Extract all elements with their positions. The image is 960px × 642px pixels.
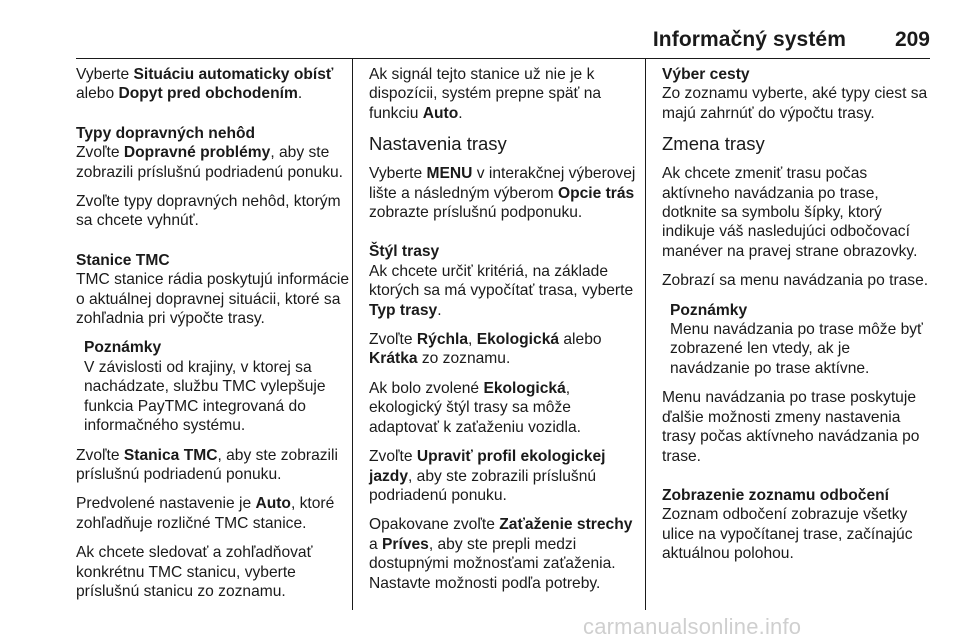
text: , ktoré zohľadňuje rozličné TMC stanice. — [76, 495, 335, 532]
heading-route-settings: Nastavenia trasy — [369, 133, 507, 155]
text: , — [468, 331, 477, 349]
menu-term: Zaťaženie strechy — [499, 516, 633, 534]
text: zobrazte príslušnú podponuku. — [369, 204, 583, 222]
menu-term: Typ trasy — [369, 301, 438, 319]
paragraph-load-options — [369, 515, 643, 593]
text: Predvolené nastavenie je — [76, 495, 256, 513]
text: Ak signál tejto stanice už nie je k dispozícii, systém prepne späť na funkciu — [369, 66, 602, 122]
paragraph-tmc-intro: TMC stanice rádia poskytujú informácie o aktuálnej dopravnej situácii, ktoré sa zohľadnia pri výpočte trasy. — [76, 271, 349, 328]
paragraph-eco-profile — [369, 447, 643, 505]
page-number: 209 — [894, 28, 930, 51]
header-rule — [76, 58, 930, 59]
menu-term: Rýchla — [416, 331, 469, 349]
text: Vyberte — [76, 66, 134, 83]
subheading-turn-list: Zobrazenie zoznamu odbočení — [662, 486, 889, 504]
paragraph-road-types: Zo zoznamu vyberte, aké typy ciest sa majú zahrnúť do výpočtu trasy. — [662, 85, 928, 122]
menu-term: Príves — [382, 535, 429, 553]
note-text: V závislosti od krajiny, v ktorej sa nachádzate, službu TMC vylepšuje funkcia PayTMC integrovaná do informačného systému. — [84, 358, 326, 435]
paragraph-specific-station: Ak chcete sledovať a zohľadňovať konkrétnu TMC stanicu, vyberte príslušnú stanicu zo zoznamu. — [76, 544, 313, 600]
menu-term: Upraviť profil ekologickej jazdy — [369, 448, 606, 485]
text: , ekologický štýl trasy sa môže adaptovať k zaťaženiu vozidla. — [369, 379, 581, 436]
text: Ak bolo zvolené — [369, 379, 484, 397]
paragraph-route-choices — [369, 330, 643, 369]
text: . — [437, 301, 442, 319]
note-label: Poznámky — [84, 339, 162, 357]
text: . — [297, 85, 303, 103]
text: Zvoľte — [76, 446, 124, 464]
paragraph-traffic-problems — [76, 143, 352, 182]
paragraph-select-accident-types: Zvoľte typy dopravných nehôd, ktorým sa chcete vyhnúť. — [76, 193, 341, 230]
text: , aby ste zobrazili príslušnú podriadenú ponuku. — [76, 144, 343, 181]
paragraph-change-route: Ak chcete zmeniť trasu počas aktívneho navádzania po trase, dotknite sa symbolu šípky, ktorý indikuje váš nasledujúci odbočovací manéver na pravej strane obrazovky. — [662, 165, 918, 260]
paragraph-route-type — [369, 262, 643, 320]
note-paytmc — [84, 338, 352, 435]
subheading-tmc-stations: Stanice TMC — [76, 251, 170, 269]
paragraph-guidance-menu: Zobrazí sa menu navádzania po trase. — [662, 272, 929, 290]
text: a — [369, 535, 383, 553]
text: Vyberte — [369, 165, 427, 183]
text: Zvoľte — [76, 144, 124, 162]
text: Zvoľte — [369, 448, 417, 466]
text: Zvoľte — [369, 331, 417, 349]
paragraph-signal-unavailable — [369, 65, 643, 123]
menu-term: Auto — [422, 104, 459, 122]
text: , aby ste prepli medzi dostupnými možnosťami zaťaženia. Nastavte možnosti podľa potreby. — [369, 535, 616, 592]
text: , aby ste zobrazili príslušnú podriadenú ponuku. — [369, 467, 597, 504]
subheading-route-style: Štýl trasy — [369, 243, 440, 261]
text: , aby ste zobrazili príslušnú podriadenú ponuku. — [76, 446, 338, 483]
paragraph-avoid-situation — [76, 65, 352, 104]
menu-term: Stanica TMC — [123, 446, 218, 464]
text: Ak chcete určiť kritériá, na základe ktorých sa má vypočítať trasa, vyberte — [369, 262, 634, 300]
watermark: carmanualsonline.info — [583, 614, 802, 639]
paragraph-turn-list: Zoznam odbočení zobrazuje všetky ulice na vypočítanej trase, začínajúc aktuálnou polohou. — [662, 506, 913, 563]
text: alebo — [76, 85, 119, 103]
note-label: Poznámky — [670, 301, 748, 319]
column-divider-1 — [352, 58, 353, 610]
column-divider-2 — [645, 58, 646, 610]
text: Opakovane zvoľte — [369, 516, 500, 534]
text: . — [458, 104, 463, 122]
menu-term: MENU — [426, 165, 473, 183]
menu-term: Opcie trás — [557, 184, 635, 202]
note-guidance-menu — [670, 301, 930, 379]
menu-term: Situáciu automaticky obísť — [133, 66, 334, 83]
page-header — [650, 28, 930, 54]
paragraph-eco-adapt — [369, 379, 643, 437]
menu-term: Ekologická — [483, 379, 566, 397]
menu-term: Ekologická — [476, 331, 560, 349]
column-1 — [76, 65, 352, 611]
subheading-road-selection: Výber cesty — [662, 66, 750, 83]
column-2 — [369, 65, 643, 603]
menu-term: Dopyt pred obchodením — [118, 85, 298, 103]
paragraph-default-auto — [76, 494, 352, 533]
paragraph-route-options — [369, 164, 643, 222]
subheading-accident-types: Typy dopravných nehôd — [76, 124, 256, 142]
text: alebo — [559, 331, 602, 349]
note-text: Menu navádzania po trase môže byť zobrazené len vtedy, ak je navádzanie po trase aktívne. — [670, 321, 923, 377]
column-3 — [662, 65, 930, 574]
menu-term: Krátka — [369, 350, 418, 368]
heading-route-change: Zmena trasy — [662, 133, 765, 155]
text: zo zoznamu. — [417, 350, 511, 368]
menu-term: Auto — [255, 495, 291, 513]
paragraph-tmc-station — [76, 446, 352, 485]
page-title: Informačný systém — [652, 28, 846, 51]
paragraph-guidance-options: Menu navádzania po trase poskytuje ďalšie možnosti zmeny nastavenia trasy počas aktívneho navádzania po trase. — [662, 389, 920, 465]
text: v interakčnej výberovej lište a následným výberom — [369, 165, 636, 202]
menu-term: Dopravné problémy — [123, 144, 271, 162]
